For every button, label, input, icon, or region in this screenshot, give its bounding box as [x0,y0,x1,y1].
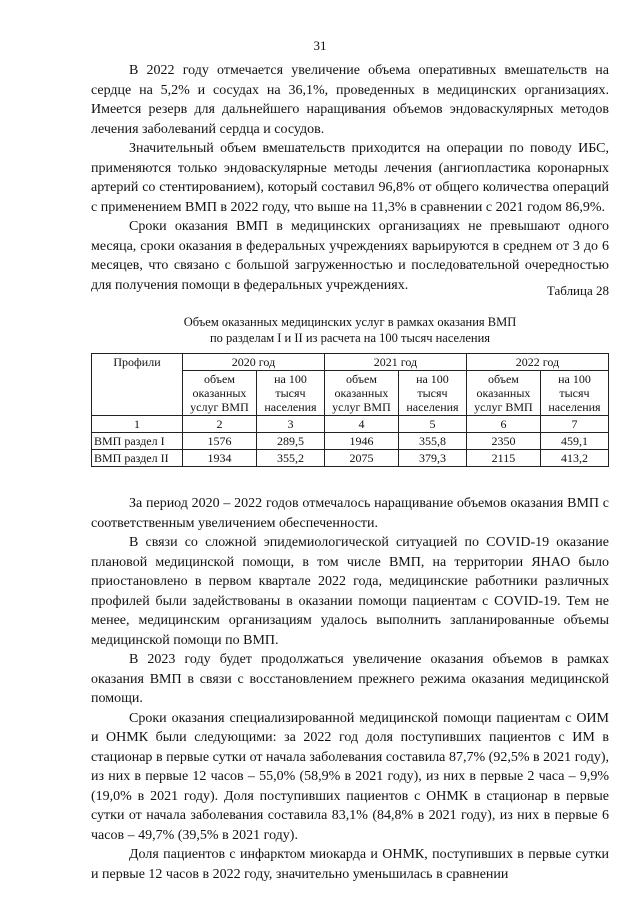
row-profile: ВМП раздел II [92,450,183,467]
table-cell: 355,8 [398,433,466,450]
table-caption-line: по разделам I и II из расчета на 100 тысяч населения [209,331,491,345]
column-number: 7 [540,416,608,433]
table-label: Таблица 28 [546,283,609,298]
subheader-per100k: на 100 тысяч населения [256,371,324,416]
subheader-volume: объем оказанных услуг ВМП [183,371,257,416]
table-cell: 413,2 [540,450,608,467]
body-text-top [91,61,609,295]
table-cell: 2075 [324,450,398,467]
table-cell: 289,5 [256,433,324,450]
table-row [92,433,609,450]
column-number: 6 [466,416,540,433]
column-number: 2 [183,416,257,433]
subheader-per100k: на 100 тысяч населения [540,371,608,416]
column-number: 5 [398,416,466,433]
paragraph: Значительный объем вмешательств приходится на операции по поводу ИБС, применяются только эндоваскулярные методы лечения (ангиопластика коронарных артерий со стентированием), который составил 96,8% от общего количества операций с применением ВМП в 2022 году, что выше на 11,3% в сравнении с 2021 годом 86,9%. [91,141,609,215]
year-header: 2021 год [324,354,466,371]
table-cell: 379,3 [398,450,466,467]
paragraph: Сроки оказания специализированной медицинской помощи пациентам с ОИМ и ОНМК были следующими: за 2022 год доля поступивших пациентов с ИМ в стационар в первые сутки от начала заболевания составила 87,7% (92,5% в 2021 году), из них в первые 12 часов – 55,0% (58,9% в 2021 году), из них в первые 2 часа – 9,9% (19,0% в 2021 году). Доля поступивших пациентов с ОНМК в стационар в первые сутки от начала заболевания составила 83,1% (84,8% в 2021 году), из них в первые 6 часов – 49,7% (39,5% в 2021 году). [91,710,609,843]
paragraph: В связи со сложной эпидемиологической ситуацией по COVID-19 оказание плановой медицинской помощи, в том числе ВМП, на территории ЯНАО было приостановлено в первом квартале 2022 года, медицинские работники различных профилей были задействованы в оказании помощи пациентам с COVID-19. Тем не менее, медицинским организациям удалось выполнить запланированные объемы медицинской помощи по ВМП. [91,535,609,648]
subheader-volume: объем оказанных услуг ВМП [466,371,540,416]
row-profile: ВМП раздел I [92,433,183,450]
year-header: 2020 год [183,354,325,371]
table-header-row [92,354,609,371]
paragraph: За период 2020 – 2022 годов отмечалось наращивание объемов оказания ВМП с соответственным увеличением обеспеченности. [91,496,609,531]
subheader-per100k: на 100 тысяч населения [398,371,466,416]
table-cell: 1934 [183,450,257,467]
year-header: 2022 год [466,354,608,371]
table-row [92,450,609,467]
table-caption [91,314,609,346]
table-cell: 459,1 [540,433,608,450]
body-text-bottom [91,494,609,884]
paragraph: Сроки оказания ВМП в медицинских организациях не превышают одного месяца, сроки оказания в федеральных учреждениях варьируются в среднем от 3 до 6 месяцев, что связано с большой загруженностью и последовательной очередностью для получения помощи в федеральных учреждениях. [91,219,609,293]
column-number-row [92,416,609,433]
table-cell: 1576 [183,433,257,450]
profile-header: Профили [92,354,183,416]
table-caption-line: Объем оказанных медицинских услуг в рамках оказания ВМП [183,315,517,329]
table-cell: 2115 [466,450,540,467]
column-number: 1 [92,416,183,433]
vmp-table [91,353,609,467]
page-number: 31 [313,38,327,53]
paragraph: В 2022 году отмечается увеличение объема оперативных вмешательств на сердце на 5,2% и сосудах на 36,1%, проведенных в медицинских организациях. Имеется резерв для дальнейшего наращивания объемов эндоваскулярных методов лечения заболеваний сердца и сосудов. [91,63,609,137]
table-cell: 2350 [466,433,540,450]
column-number: 3 [256,416,324,433]
table-cell: 1946 [324,433,398,450]
paragraph: В 2023 году будет продолжаться увеличение оказания объемов в рамках оказания ВМП в связи с восстановлением прежнего режима оказания медицинской помощи. [91,652,609,706]
column-number: 4 [324,416,398,433]
table-cell: 355,2 [256,450,324,467]
subheader-volume: объем оказанных услуг ВМП [324,371,398,416]
paragraph: Доля пациентов с инфарктом миокарда и ОНМК, поступивших в первые сутки и первые 12 часов в 2022 году, значительно уменьшилась в сравнении [91,847,609,882]
